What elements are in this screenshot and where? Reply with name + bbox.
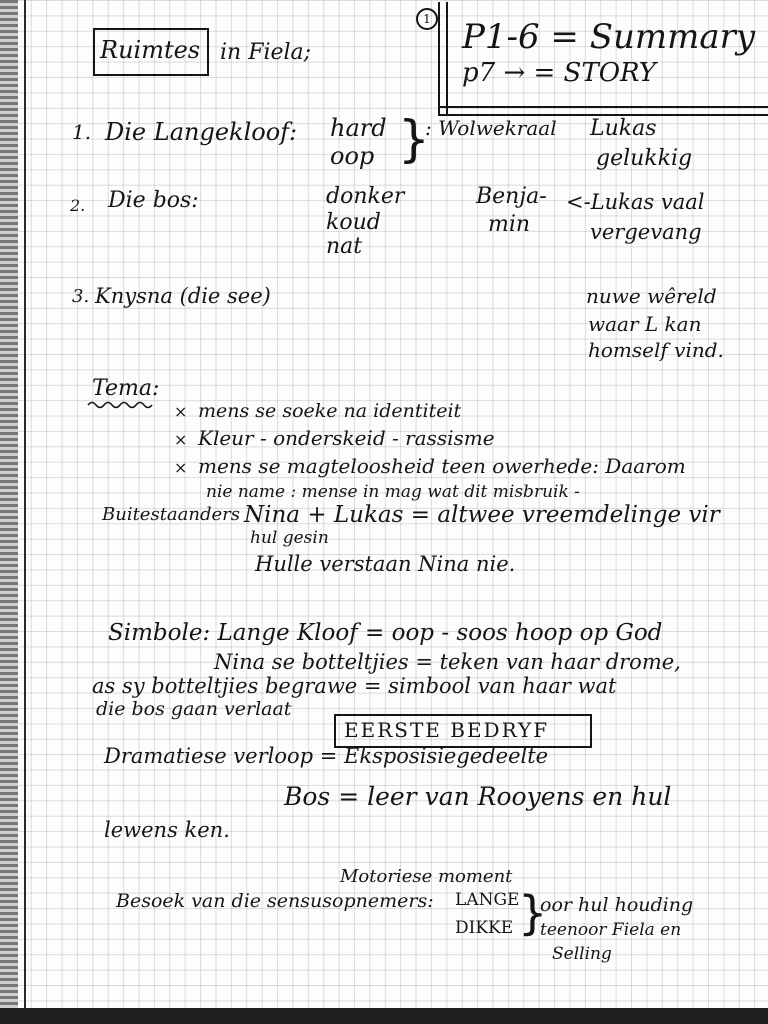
item-2-label: Die bos: xyxy=(108,188,199,213)
item-2-desc-3: nat xyxy=(326,234,363,259)
tema-bullet-2: Kleur - onderskeid - rassisme xyxy=(198,426,495,450)
brace-1: } xyxy=(398,110,430,168)
margin-line xyxy=(24,0,26,1010)
simbole-line-4: die bos gaan verlaat xyxy=(96,698,292,720)
item-3-note-1: nuwe wêreld xyxy=(586,284,717,308)
buitestaanders-label: Buitestaanders xyxy=(102,504,241,525)
motoriese-label: Besoek van die sensusopnemers: xyxy=(116,890,434,912)
page-bottom-edge xyxy=(0,1008,768,1024)
item-2-note-1: <-Lukas vaal xyxy=(566,190,705,214)
corner-line-2: p7 → = STORY xyxy=(462,58,656,88)
item-3-num: 3. xyxy=(72,286,90,307)
buitestaanders-line-3: Hulle verstaan Nina nie. xyxy=(255,552,516,576)
tema-bullet-3-mark: × xyxy=(174,458,188,477)
page-number: 1 xyxy=(416,8,438,30)
dramatiese-line-3: lewens ken. xyxy=(104,818,230,842)
motoriese-note-1: oor hul houding xyxy=(540,894,694,916)
item-1-extra: : Wolwekraal xyxy=(425,116,557,140)
tema-continuation: nie name : mense in mag wat dit misbruik - xyxy=(206,482,580,502)
simbole-line-3: as sy botteltjies begrawe = simbool van haar wat xyxy=(92,674,617,698)
item-3-note-3: homself vind. xyxy=(588,338,724,362)
item-1-note-1: Lukas xyxy=(590,116,657,141)
motoriese-name-1: LANGE xyxy=(455,890,520,910)
dramatiese-line-2: Bos = leer van Rooyens en hul xyxy=(284,782,672,811)
motoriese-heading: Motoriese moment xyxy=(340,866,513,887)
tema-bullet-3: mens se magteloosheid teen owerhede: Daarom xyxy=(198,454,686,478)
item-2-note-2: vergevang xyxy=(590,220,702,244)
binding-edge xyxy=(0,0,18,1024)
item-2-extra-1: Benja- xyxy=(476,184,547,209)
motoriese-note-2: teenoor Fiela en xyxy=(540,920,682,940)
motoriese-name-2: DIKKE xyxy=(455,918,514,938)
corner-line-1: P1-6 = Summary xyxy=(462,17,756,57)
item-2-desc-2: koud xyxy=(326,210,381,235)
item-2-num: 2. xyxy=(70,196,86,215)
tema-bullet-2-mark: × xyxy=(174,430,188,449)
item-1-desc-1: hard xyxy=(330,114,387,142)
simbole-line-2: Nina se botteltjies = teken van haar drome, xyxy=(214,650,681,674)
motoriese-note-3: Selling xyxy=(552,944,612,964)
buitestaanders-line-1: Nina + Lukas = altwee vreemdelinge vir xyxy=(244,502,720,528)
title-boxed-word: Ruimtes xyxy=(100,36,201,64)
item-1-num: 1. xyxy=(72,120,92,144)
brace-2: } xyxy=(518,886,548,940)
tema-underline xyxy=(86,400,158,410)
dramatiese-line-1: Dramatiese verloop = Eksposisiegedeelte xyxy=(104,744,549,768)
eerste-bedryf: EERSTE BEDRYF xyxy=(344,718,550,742)
tema-bullet-1-mark: × xyxy=(174,402,188,421)
buitestaanders-line-2: hul gesin xyxy=(250,528,329,548)
item-3-note-2: waar L kan xyxy=(588,312,702,336)
tema-bullet-1: mens se soeke na identiteit xyxy=(198,400,462,422)
item-1-label: Die Langekloof: xyxy=(105,118,298,146)
item-2-extra-2: min xyxy=(488,212,531,237)
item-2-desc-1: donker xyxy=(326,184,405,209)
simbole-line-1: Simbole: Lange Kloof = oop - soos hoop op God xyxy=(108,620,663,646)
item-3-label: Knysna (die see) xyxy=(95,284,271,308)
item-1-note-2: gelukkig xyxy=(596,146,693,171)
tema-heading: Tema: xyxy=(92,376,160,401)
title-rest: in Fiela; xyxy=(220,40,312,65)
item-1-desc-2: oop xyxy=(330,142,375,170)
